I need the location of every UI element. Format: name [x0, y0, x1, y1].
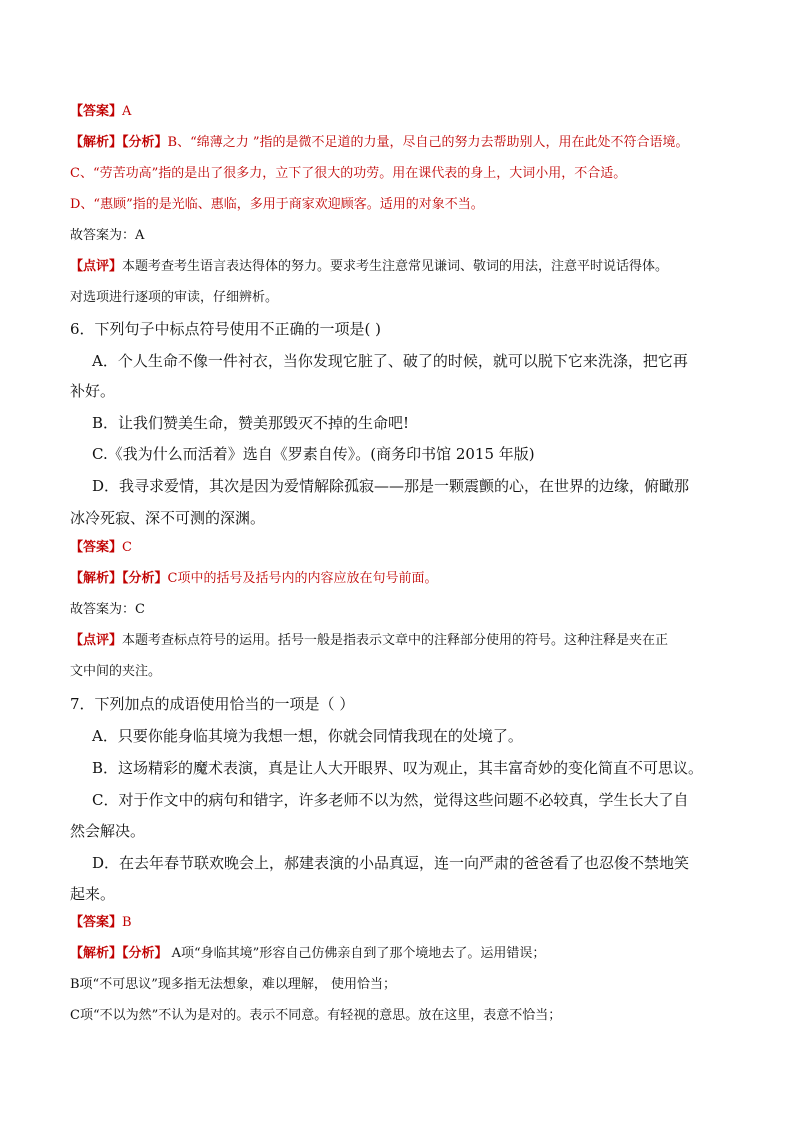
analysis-line: C项“不以为然”不认为是对的。表示不同意。有轻视的意思。放在这里，表意不恰当；	[70, 1008, 562, 1023]
question-7-option-d-cont: 起来。	[70, 885, 116, 903]
question-7-option-b: B．这场精彩的魔术表演，真是让人大开眼界、叹为观止，其丰富奇妙的变化简直不可思议。	[92, 759, 704, 777]
analysis-tag: 【解析】【分析】	[70, 571, 168, 586]
question-6-option-d: D．我寻求爱情，其次是因为爱情解除孤寂——那是一颗震颤的心，在世界的边缘，俯瞰那	[92, 477, 690, 495]
question-6-option-a: A．个人生命不像一件衬衣，当你发现它脏了、破了的时候，就可以脱下它来洗涤，把它再	[92, 352, 688, 370]
comment-line: 文中间的夹注。	[70, 664, 162, 679]
question-7-option-a: A．只要你能身临其境为我想一想，你就会同情我现在的处境了。	[92, 727, 523, 745]
comment-line: 【点评】本题考查标点符号的运用。括号一般是指表示文章中的注释部分使用的符号。这种注释是夹在正	[70, 633, 669, 648]
analysis-line: B项“不可思议”现多指无法想象，难以理解， 使用恰当；	[70, 977, 396, 992]
answer-line: 【答案】C	[70, 540, 132, 555]
conclusion-line: 故答案为：A	[70, 228, 145, 243]
analysis-line: D、“惠顾”指的是光临、惠临，多用于商家欢迎顾客。适用的对象不当。	[70, 197, 484, 212]
analysis-tag: 【解析】【分析】	[70, 946, 168, 961]
comment-tag: 【点评】	[70, 633, 123, 648]
answer-tag: 【答案】	[70, 915, 123, 930]
question-6-option-b: B．让我们赞美生命，赞美那毁灭不掉的生命吧!	[92, 414, 410, 432]
analysis-line: 【解析】【分析】C项中的括号及括号内的内容应放在句号前面。	[70, 571, 438, 586]
answer-tag: 【答案】	[70, 104, 123, 119]
question-7-option-d: D．在去年春节联欢晚会上，郝建表演的小品真逗，连一向严肃的爸爸看了也忍俊不禁地笑	[92, 854, 690, 872]
answer-tag: 【答案】	[70, 540, 123, 555]
question-6-option-a-cont: 补好。	[70, 382, 116, 400]
question-6-stem: 6．下列句子中标点符号使用不正确的一项是( )	[70, 320, 382, 338]
conclusion-line: 故答案为：C	[70, 602, 145, 617]
question-7-option-c-cont: 然会解决。	[70, 822, 146, 840]
question-6-option-d-cont: 冰冷死寂、深不可测的深渊。	[70, 509, 266, 527]
analysis-tag: 【解析】【分析】	[70, 135, 168, 150]
answer-line: 【答案】A	[70, 104, 132, 119]
comment-line: 对选项进行逐项的审读，仔细辨析。	[70, 290, 279, 305]
analysis-line: 【解析】【分析】 A项“身临其境”形容自己仿佛亲自到了那个境地去了。运用错误；	[70, 946, 546, 961]
comment-tag: 【点评】	[70, 259, 123, 274]
comment-line: 【点评】本题考查考生语言表达得体的努力。要求考生注意常见谦词、敬词的用法，注意平时说话得体。	[70, 259, 669, 274]
analysis-line: C、“劳苦功高”指的是出了很多力，立下了很大的功劳。用在课代表的身上，大词小用，不合适。	[70, 166, 627, 181]
question-7-stem: 7．下列加点的成语使用恰当的一项是（ ）	[70, 695, 355, 713]
analysis-line: 【解析】【分析】B、“绵薄之力 ”指的是微不足道的力量，尽自己的努力去帮助别人，用在此处不符合语境。	[70, 135, 689, 150]
question-6-option-c: C.《我为什么而活着》选自《罗素自传》。(商务印书馆 2015 年版)	[92, 445, 535, 463]
answer-line: 【答案】B	[70, 915, 132, 930]
question-7-option-c: C．对于作文中的病句和错字，许多老师不以为然，觉得这些问题不必较真，学生长大了自	[92, 791, 689, 809]
